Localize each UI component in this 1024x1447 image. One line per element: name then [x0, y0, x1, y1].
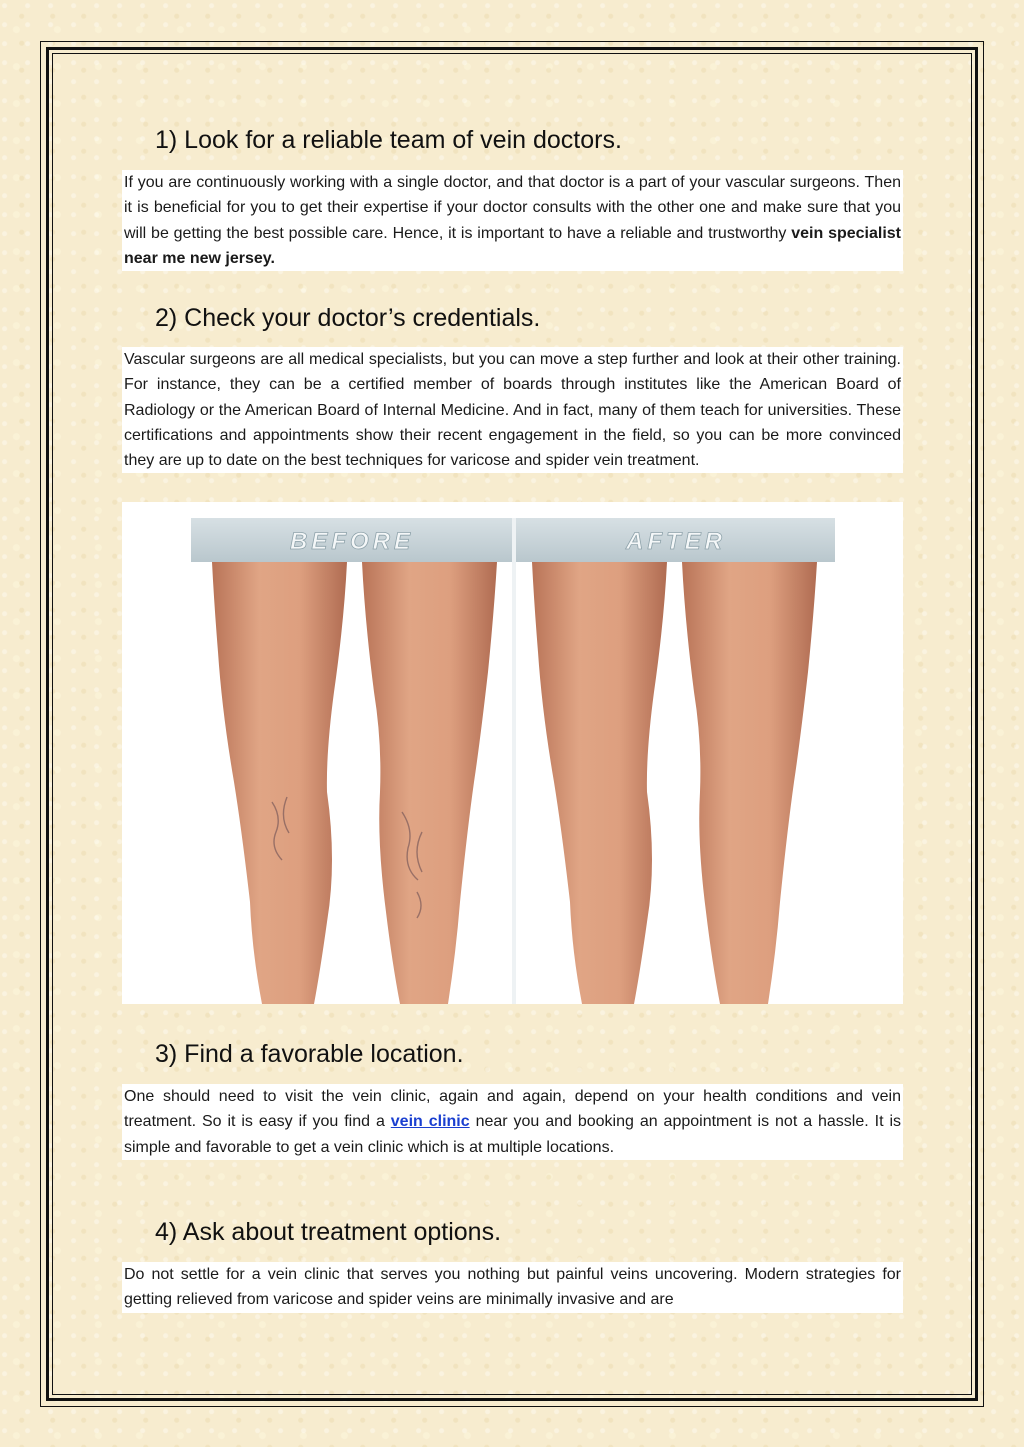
before-after-photo	[122, 502, 903, 1004]
paragraph-reliable-team-text: If you are continuously working with a single doctor, and that doctor is a part of your vascular surgeons. Then it is beneficial for you to get their expertise if your doctor consults with the other one and make sure that you will be getting the best possible care. Hence, it is important to have a reliable and trustworthy	[124, 174, 901, 242]
image-divider	[512, 518, 516, 1004]
heading-reliable-team: 1) Look for a reliable team of vein doctors.	[155, 126, 622, 154]
heading-treatment-options: 4) Ask about treatment options.	[155, 1218, 502, 1246]
paragraph-location-text-after: near you and booking an appointment is not a hassle. It is simple and favorable to get a vein clinic which is at multiple locations.	[124, 1113, 902, 1156]
before-label: BEFORE	[289, 528, 415, 555]
after-legs	[532, 562, 817, 1004]
paragraph-location-text-before: One should need to visit the vein clinic, again and again, depend on your health conditions and vein treatment. So it is easy if you find a	[124, 1088, 901, 1131]
heading-location: 3) Find a favorable location.	[155, 1040, 464, 1068]
paragraph-treatment-options: Do not settle for a vein clinic that serves you nothing but painful veins uncovering. Modern strategies for getting relieved from varicose and spider veins are minimally invasive and are	[122, 1262, 903, 1313]
paragraph-location	[122, 1084, 903, 1160]
heading-credentials: 2) Check your doctor’s credentials.	[155, 304, 541, 332]
vein-clinic-link[interactable]: vein clinic	[390, 1113, 470, 1131]
paragraph-reliable-team	[122, 170, 903, 271]
before-legs	[212, 562, 497, 1004]
after-label: AFTER	[626, 528, 726, 555]
paragraph-credentials: Vascular surgeons are all medical specialists, but you can move a step further and look at their other training. For instance, they can be a certified member of boards through institutes like the American Board of Radiology or the American Board of Internal Medicine. And in fact, many of them teach for universities. These certifications and appointments show their recent engagement in the field, so you can be more convinced they are up to date on the best techniques for varicose and spider vein treatment.	[122, 347, 903, 473]
keyword-vein-specialist: vein specialist near me new jersey.	[124, 224, 902, 267]
